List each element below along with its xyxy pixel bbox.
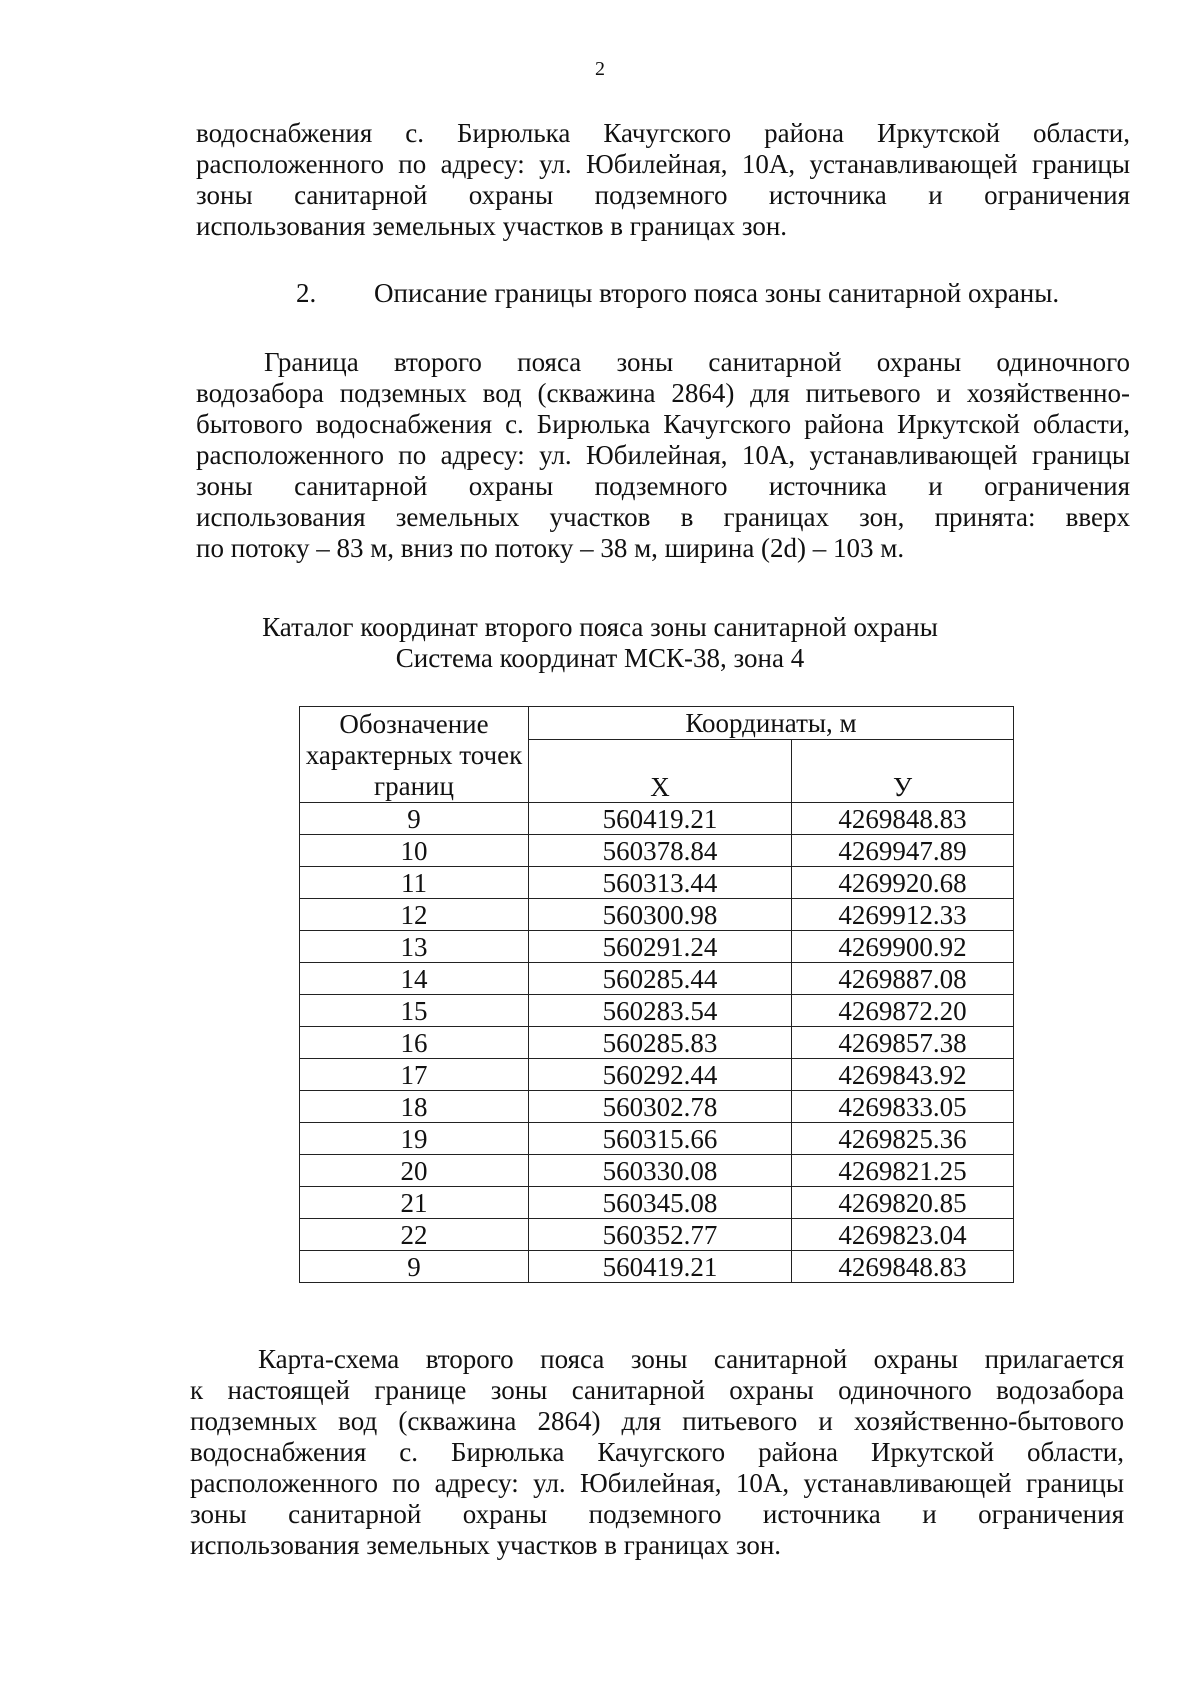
section-title: Описание границы второго пояса зоны санитарной охраны. xyxy=(374,278,1060,308)
text-line: водоснабжения с. Бирюлька Качугского района Иркутской области, xyxy=(196,118,1130,148)
x-cell: 560315.66 xyxy=(529,1123,792,1155)
text-line: использования земельных участков в границах зон. xyxy=(190,1530,782,1560)
point-cell: 22 xyxy=(300,1219,529,1251)
point-cell: 20 xyxy=(300,1155,529,1187)
point-cell: 11 xyxy=(300,867,529,899)
text-line: расположенного по адресу: ул. Юбилейная, 10А, устанавливающей границы xyxy=(196,149,1130,179)
coordinates-table xyxy=(299,706,1014,1283)
point-cell: 13 xyxy=(300,931,529,963)
y-cell: 4269920.68 xyxy=(792,867,1014,899)
text-line: использования земельных участков в границах зон. xyxy=(196,211,788,241)
table-row xyxy=(300,1251,1014,1283)
point-cell: 14 xyxy=(300,963,529,995)
point-cell: 21 xyxy=(300,1187,529,1219)
text-line: Карта-схема второго пояса зоны санитарной охраны прилагается xyxy=(258,1344,1124,1374)
x-cell: 560285.44 xyxy=(529,963,792,995)
table-row xyxy=(300,995,1014,1027)
x-cell: 560285.83 xyxy=(529,1027,792,1059)
text-line: зоны санитарной охраны подземного источника и ограничения xyxy=(190,1499,1124,1529)
y-cell: 4269912.33 xyxy=(792,899,1014,931)
text-line: зоны санитарной охраны подземного источника и ограничения xyxy=(196,471,1130,501)
point-cell: 10 xyxy=(300,835,529,867)
x-cell: 560345.08 xyxy=(529,1187,792,1219)
table-row xyxy=(300,1187,1014,1219)
map-paragraph xyxy=(190,1344,1124,1561)
text-line: к настоящей границе зоны санитарной охраны одиночного водозабора xyxy=(190,1375,1124,1405)
x-cell: 560378.84 xyxy=(529,835,792,867)
boundary-paragraph xyxy=(196,347,1130,564)
x-cell: 560292.44 xyxy=(529,1059,792,1091)
table-body xyxy=(300,803,1014,1283)
y-cell: 4269857.38 xyxy=(792,1027,1014,1059)
x-cell: 560313.44 xyxy=(529,867,792,899)
table-row xyxy=(300,803,1014,835)
x-cell: 560419.21 xyxy=(529,803,792,835)
table-row xyxy=(300,835,1014,867)
x-header: X xyxy=(529,739,792,802)
x-cell: 560352.77 xyxy=(529,1219,792,1251)
table-row xyxy=(300,1155,1014,1187)
table-row xyxy=(300,931,1014,963)
section-number: 2. xyxy=(296,278,317,308)
point-cell: 17 xyxy=(300,1059,529,1091)
text-line: водозабора подземных вод (скважина 2864) для питьевого и хозяйственно- xyxy=(196,378,1130,408)
page-number: 2 xyxy=(595,58,605,80)
section-heading xyxy=(296,278,1059,309)
y-cell: 4269848.83 xyxy=(792,1251,1014,1283)
point-cell: 9 xyxy=(300,803,529,835)
point-header: Обозначение характерных точек границ xyxy=(300,707,529,803)
y-header: У xyxy=(792,739,1014,802)
x-cell: 560419.21 xyxy=(529,1251,792,1283)
y-cell: 4269821.25 xyxy=(792,1155,1014,1187)
coordinates-header: Координаты, м xyxy=(529,707,1014,740)
text-line: зоны санитарной охраны подземного источника и ограничения xyxy=(196,180,1130,210)
text-line: бытового водоснабжения с. Бирюлька Качугского района Иркутской области, xyxy=(196,409,1130,439)
point-cell: 18 xyxy=(300,1091,529,1123)
point-cell: 16 xyxy=(300,1027,529,1059)
catalog-title: Каталог координат второго пояса зоны санитарной охраны xyxy=(262,612,938,642)
x-cell: 560283.54 xyxy=(529,995,792,1027)
y-cell: 4269833.05 xyxy=(792,1091,1014,1123)
text-line: подземных вод (скважина 2864) для питьевого и хозяйственно-бытового xyxy=(190,1406,1124,1436)
text-line: расположенного по адресу: ул. Юбилейная, 10А, устанавливающей границы xyxy=(190,1468,1124,1498)
intro-paragraph xyxy=(196,118,1130,242)
y-cell: 4269823.04 xyxy=(792,1219,1014,1251)
y-cell: 4269848.83 xyxy=(792,803,1014,835)
text-line: по потоку – 83 м, вниз по потоку – 38 м, ширина (2d) – 103 м. xyxy=(196,533,905,563)
text-line: водоснабжения с. Бирюлька Качугского района Иркутской области, xyxy=(190,1437,1124,1467)
y-cell: 4269947.89 xyxy=(792,835,1014,867)
table-row xyxy=(300,1091,1014,1123)
y-cell: 4269887.08 xyxy=(792,963,1014,995)
point-cell: 19 xyxy=(300,1123,529,1155)
x-cell: 560300.98 xyxy=(529,899,792,931)
catalog-subtitle: Система координат МСК-38, зона 4 xyxy=(395,643,805,673)
x-cell: 560291.24 xyxy=(529,931,792,963)
y-cell: 4269872.20 xyxy=(792,995,1014,1027)
point-cell: 15 xyxy=(300,995,529,1027)
table-row xyxy=(300,899,1014,931)
table-row xyxy=(300,1123,1014,1155)
y-cell: 4269825.36 xyxy=(792,1123,1014,1155)
table-row xyxy=(300,1027,1014,1059)
table-row xyxy=(300,1059,1014,1091)
table-row xyxy=(300,963,1014,995)
x-cell: 560302.78 xyxy=(529,1091,792,1123)
y-cell: 4269900.92 xyxy=(792,931,1014,963)
text-line: использования земельных участков в границах зон, принята: вверх xyxy=(196,502,1130,532)
text-line: расположенного по адресу: ул. Юбилейная, 10А, устанавливающей границы xyxy=(196,440,1130,470)
table-row xyxy=(300,1219,1014,1251)
table-row xyxy=(300,867,1014,899)
y-cell: 4269843.92 xyxy=(792,1059,1014,1091)
text-line: Граница второго пояса зоны санитарной охраны одиночного xyxy=(264,347,1130,377)
point-cell: 12 xyxy=(300,899,529,931)
point-cell: 9 xyxy=(300,1251,529,1283)
y-cell: 4269820.85 xyxy=(792,1187,1014,1219)
x-cell: 560330.08 xyxy=(529,1155,792,1187)
